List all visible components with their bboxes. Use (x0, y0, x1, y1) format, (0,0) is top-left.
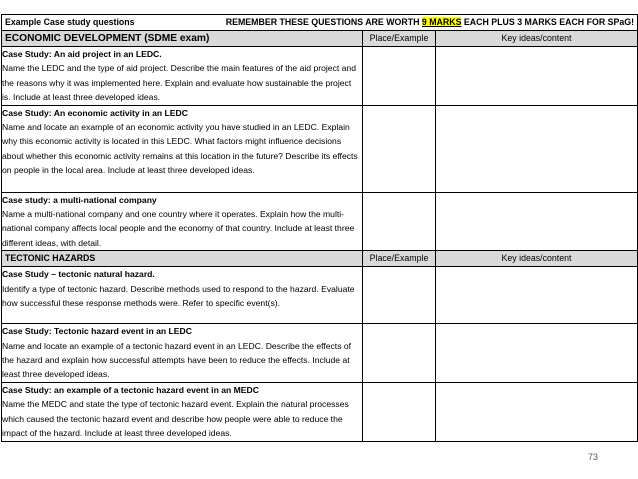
worksheet-title: Example Case study questions (5, 17, 135, 27)
page-number: 73 (587, 452, 598, 462)
instructions-cell (2, 15, 638, 31)
question-title: Case Study – tectonic natural hazard. (2, 269, 155, 280)
question-title: Case study: a multi-national company (2, 194, 157, 205)
question-cell (2, 382, 363, 441)
place-example-cell[interactable] (363, 382, 436, 441)
question-row (2, 105, 638, 192)
question-body: Name the LEDC and the type of aid project. Describe the main features of the aid project and the reasons why it was implemented here. Explain and evaluate how sustainable the project is. Include at least three developed ideas. (2, 63, 356, 103)
question-row (2, 192, 638, 251)
section-header-tectonic (2, 251, 638, 267)
key-ideas-cell[interactable] (436, 105, 638, 192)
marks-highlight: 9 MARKS (421, 17, 462, 27)
marks-reminder-pre: REMEMBER THESE QUESTIONS ARE WORTH (225, 17, 422, 27)
question-row (2, 47, 638, 106)
question-row (2, 324, 638, 383)
place-example-cell[interactable] (363, 267, 436, 324)
question-body: Name a multi-national company and one country where it operates. Explain how the multi-national company affects local people and the economy of that country. Include at least three different ideas, with detail. (2, 209, 355, 248)
column-header-place: Place/Example (363, 251, 436, 267)
question-title: Case Study: Tectonic hazard event in an LEDC (2, 326, 192, 337)
place-example-cell[interactable] (363, 324, 436, 383)
question-title: Case Study: an example of a tectonic hazard event in an MEDC (2, 384, 259, 395)
question-cell (2, 47, 363, 106)
place-example-cell[interactable] (363, 47, 436, 106)
question-cell (2, 105, 363, 192)
question-cell (2, 267, 363, 324)
question-title: Case Study: An aid project in an LEDC. (2, 49, 162, 59)
key-ideas-cell[interactable] (436, 382, 638, 441)
place-example-cell[interactable] (363, 105, 436, 192)
instructions-row (2, 15, 638, 31)
section-header-economic (2, 31, 638, 47)
key-ideas-cell[interactable] (436, 192, 638, 251)
section-title: ECONOMIC DEVELOPMENT (SDME exam) (2, 31, 363, 47)
key-ideas-cell[interactable] (436, 324, 638, 383)
question-body: Name and locate an example of a tectonic hazard event in an LEDC. Describe the effects of the hazard and explain how successful attempts have been to reduce the effects. Include at least three developed ideas. (2, 340, 352, 380)
case-study-table (1, 14, 638, 442)
question-row (2, 267, 638, 324)
key-ideas-cell[interactable] (436, 267, 638, 324)
section-title: TECTONIC HAZARDS (2, 251, 363, 267)
column-header-ideas: Key ideas/content (436, 31, 638, 47)
marks-reminder (226, 15, 637, 30)
question-body: Name and locate an example of an economic activity you have studied in an LEDC. Explain why this economic activity is located in this LEDC. What factors might influence decisions about whether this economic activity remains at this location in the future? Describe its effects on people in the local area. Include at least three developed ideas. (2, 122, 358, 176)
question-body: Name the MEDC and state the type of tectonic hazard event. Explain the natural processes which caused the tectonic hazard event and describe how people were able to reduce the impact of the hazard. Include at least three developed ideas. (2, 399, 349, 439)
place-example-cell[interactable] (363, 192, 436, 251)
column-header-ideas: Key ideas/content (436, 251, 638, 267)
question-body: Identify a type of tectonic hazard. Describe methods used to respond to the hazard. Evaluate how successful these response methods were. Refer to specific event(s). (2, 283, 355, 309)
marks-reminder-post: EACH PLUS 3 MARKS EACH FOR SPaG! (461, 17, 635, 27)
question-row (2, 382, 638, 441)
question-title: Case Study: An economic activity in an LEDC (2, 107, 188, 118)
column-header-place: Place/Example (363, 31, 436, 47)
question-cell (2, 324, 363, 383)
question-cell (2, 192, 363, 251)
key-ideas-cell[interactable] (436, 47, 638, 106)
